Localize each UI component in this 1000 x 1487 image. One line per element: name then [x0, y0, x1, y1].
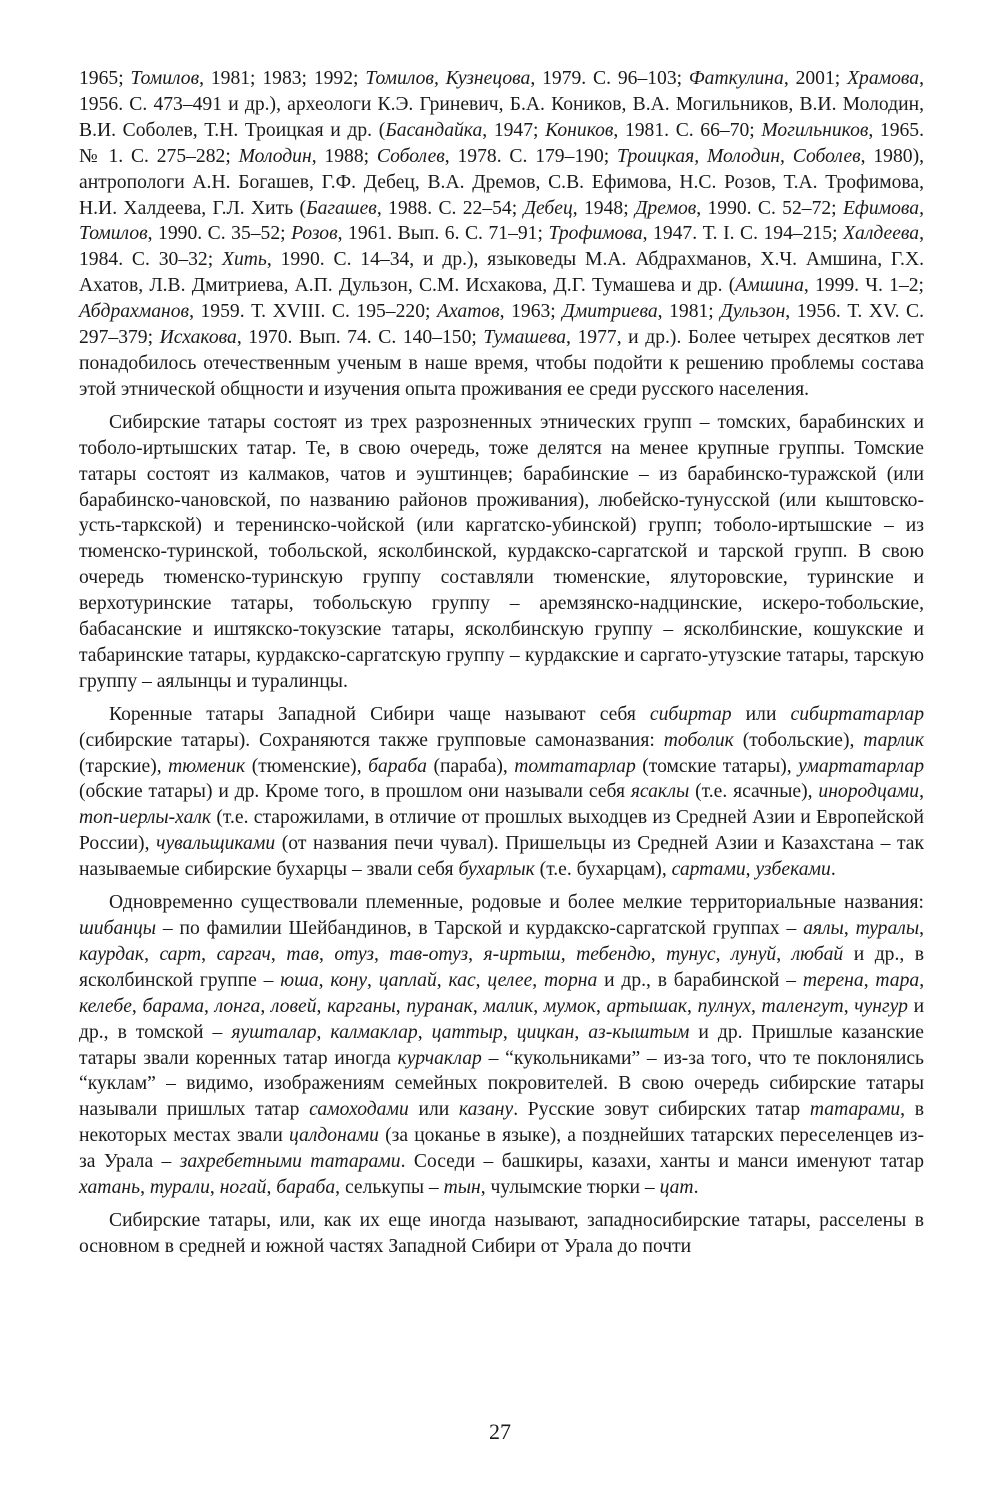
- text-run: ,: [319, 943, 335, 965]
- text-run: ,: [750, 995, 762, 1017]
- italic-term: цат: [659, 1177, 694, 1199]
- italic-term: Коников: [545, 119, 614, 141]
- text-run: ,: [318, 969, 331, 991]
- text-run: ,: [574, 1021, 589, 1043]
- italic-term: тебендю: [576, 943, 651, 965]
- text-run: , 1970. Вып. 74. С. 140–150;: [236, 327, 484, 349]
- italic-term: тарлик: [863, 729, 924, 751]
- text-run: ,: [468, 943, 484, 965]
- text-run: ,: [843, 995, 855, 1017]
- italic-term: турали: [149, 1177, 210, 1199]
- text-run: Сибирские татары, или, как их еще иногда называют, западносибирские татары, расселены в основном в средней и южной частях Западной Сибири от Урала до почти: [79, 1209, 924, 1257]
- text-run: , 1999. Ч. 1–2;: [803, 275, 924, 297]
- text-run: . Соседи – башкиры, казахи, ханты и манси именуют татар: [400, 1151, 924, 1173]
- italic-term: ясаклы: [630, 781, 690, 803]
- text-run: ,: [316, 995, 328, 1017]
- text-run: ,: [266, 1177, 277, 1199]
- text-run: , чулымские тюрки –: [480, 1177, 660, 1199]
- text-run: ,: [687, 995, 698, 1017]
- text-run: , 1965. № 1. С. 275–282;: [79, 119, 925, 167]
- italic-term: Троицкая, Молодин, Соболев: [617, 145, 861, 167]
- text-run: (тарские),: [79, 755, 169, 777]
- italic-term: Абдрахманов: [79, 301, 190, 323]
- text-run: или: [731, 703, 791, 725]
- italic-term: хатань: [79, 1177, 141, 1199]
- text-run: , 1984. С. 30–32;: [79, 223, 924, 271]
- italic-term: артышак: [606, 995, 688, 1017]
- italic-term: самоходами: [309, 1099, 409, 1121]
- italic-term: тын: [443, 1177, 481, 1199]
- text-run: (т.е. ясачные),: [689, 781, 819, 803]
- text-run: ,: [140, 1177, 150, 1199]
- italic-term: саргач: [216, 943, 271, 965]
- text-run: (т.е. старожилами, в отличие от прошлых выходцев из Средней Азии и Европейской России),: [79, 807, 924, 855]
- italic-term: мумок: [543, 995, 596, 1017]
- text-run: , 1961. Вып. 6. С. 71–91;: [337, 223, 549, 245]
- italic-term: юша: [280, 969, 319, 991]
- italic-term: чувальщиками: [156, 833, 276, 855]
- italic-term: Соболев: [376, 145, 445, 167]
- italic-term: калмаклар: [330, 1021, 418, 1043]
- paragraph: [79, 410, 924, 695]
- text-run: , 2001;: [783, 68, 848, 89]
- text-run: ,: [863, 969, 876, 991]
- italic-term: узбеками: [755, 859, 831, 881]
- italic-term: цаплай: [378, 969, 437, 991]
- italic-term: каурдак: [79, 943, 145, 965]
- italic-term: цаттыр: [431, 1021, 503, 1043]
- text-run: , 1990. С. 35–52;: [147, 223, 292, 245]
- text-run: ,: [367, 969, 379, 991]
- text-run: , 1948;: [572, 197, 635, 219]
- italic-term: терена: [802, 969, 864, 991]
- italic-term: я-иртыш: [483, 943, 561, 965]
- italic-term: Розов: [291, 223, 338, 245]
- italic-term: таленгут: [761, 995, 844, 1017]
- text-run: ,: [843, 918, 856, 939]
- page-number: 27: [489, 1419, 511, 1444]
- italic-term: Дульзон: [720, 301, 786, 323]
- text-run: ,: [475, 969, 488, 991]
- italic-term: карганы: [327, 995, 396, 1017]
- text-run: 1965;: [79, 68, 131, 89]
- text-run: Коренные татары Западной Сибири чаще называют себя: [109, 703, 650, 725]
- italic-term: Молодин: [238, 145, 312, 167]
- italic-term: Дебец: [523, 197, 573, 219]
- italic-term: Могильников: [761, 119, 869, 141]
- italic-term: аз-кыштым: [588, 1021, 690, 1043]
- italic-term: яушталар: [231, 1021, 317, 1043]
- italic-term: Амшина: [735, 275, 804, 297]
- italic-term: тав-отуз: [389, 943, 469, 965]
- text-run: (от названия печи чувал). Пришельцы из Средней Азии и Казахстана – так называемые сибирские бухарцы – звали себя: [79, 833, 924, 881]
- text-run: (обские татары) и др. Кроме того, в прошлом они называли себя: [79, 781, 631, 803]
- text-run: . Русские зовут сибирских татар: [513, 1099, 810, 1121]
- text-run: ,: [131, 995, 143, 1017]
- text-run: ,: [533, 995, 544, 1017]
- text-run: (томские татары),: [635, 755, 799, 777]
- text-run: , 1981;: [657, 301, 721, 323]
- text-run: или: [408, 1099, 459, 1121]
- italic-term: кас: [448, 969, 476, 991]
- text-run: ,: [316, 1021, 331, 1043]
- text-run: , 1947;: [482, 119, 546, 141]
- italic-term: Дремов: [634, 197, 697, 219]
- italic-term: сартами: [671, 859, 746, 881]
- text-run: и др., в ясколбинской группе –: [79, 943, 925, 991]
- text-run: , в некоторых местах звали: [79, 1099, 924, 1147]
- body-text: [79, 66, 924, 1260]
- italic-term: Томилов: [130, 68, 200, 89]
- text-run: – по фамилии Шейбандинов, в Тарской и курдакско-саргатской группах –: [156, 918, 804, 939]
- italic-term: Храмова: [847, 68, 920, 89]
- italic-term: ногай: [219, 1177, 267, 1199]
- text-run: (параба),: [426, 755, 515, 777]
- text-run: ,: [776, 943, 792, 965]
- text-run: , 1959. Т. XVIII. С. 195–220;: [189, 301, 437, 323]
- italic-term: Ефимова, Томилов: [79, 197, 924, 245]
- text-run: , 1979. С. 96–103;: [530, 68, 689, 89]
- italic-term: кону: [330, 969, 368, 991]
- italic-term: тара: [875, 969, 920, 991]
- text-run: (за цоканье в языке), а позднейших татарских переселенцев из-за Урала –: [79, 1125, 924, 1173]
- italic-term: торна: [544, 969, 598, 991]
- italic-term: пуранак: [406, 995, 473, 1017]
- italic-term: тунус: [666, 943, 716, 965]
- text-run: и др., в барабинской –: [597, 969, 803, 991]
- paragraph: [79, 890, 924, 1201]
- paragraph: [79, 702, 924, 883]
- text-run: .: [830, 859, 836, 881]
- italic-term: малик: [483, 995, 534, 1017]
- text-run: Одновременно существовали племенные, родовые и более мелкие территориальные названия:: [109, 892, 924, 914]
- italic-term: цицкан: [516, 1021, 575, 1043]
- italic-term: сарт: [159, 943, 202, 965]
- text-run: ,: [472, 995, 484, 1017]
- italic-term: чунгур: [854, 995, 908, 1017]
- text-run: , 1947. Т. I. С. 194–215;: [642, 223, 844, 245]
- text-run: , 1978. С. 179–190;: [444, 145, 618, 167]
- italic-term: Трофимова: [548, 223, 643, 245]
- text-run: .: [693, 1177, 699, 1199]
- italic-term: пулнух: [697, 995, 751, 1017]
- italic-term: татарами: [809, 1099, 901, 1121]
- text-run: (тобольские),: [733, 729, 864, 751]
- text-run: ,: [395, 995, 407, 1017]
- text-run: , 1981. С. 66–70;: [613, 119, 762, 141]
- text-run: ,: [270, 943, 287, 965]
- text-run: , селькупы –: [335, 1177, 444, 1199]
- italic-term: Хить: [222, 249, 267, 271]
- text-run: ,: [436, 969, 449, 991]
- text-run: ,: [745, 859, 756, 881]
- text-run: ,: [919, 969, 925, 991]
- italic-term: аялы: [803, 918, 844, 939]
- italic-term: целее: [487, 969, 533, 991]
- italic-term: Томилов, Кузнецова: [365, 68, 531, 89]
- text-run: , 1990. С. 52–72;: [696, 197, 843, 219]
- italic-term: казану: [458, 1099, 514, 1121]
- italic-term: отуз: [334, 943, 374, 965]
- text-run: , 1977, и др.). Более четырех десятков лет понадобилось отечественным ученым в наше время, чтобы подойти к решению проблемы состава этой этнической общности и изучения опыта проживания ее среди русского населения.: [79, 327, 924, 400]
- paragraph: [79, 66, 924, 403]
- text-run: ,: [650, 943, 667, 965]
- italic-term: лунуй: [731, 943, 777, 965]
- italic-term: тав: [286, 943, 320, 965]
- text-run: , 1963;: [499, 301, 563, 323]
- italic-term: бухарлык: [458, 859, 535, 881]
- text-run: , 1990. С. 14–34, и др.), языковеды М.А. Абдрахманов, Х.Ч. Амшина, Г.Х. Ахатов, Л.В. Дмитриева, А.П. Дульзон, С.М. Исхакова, Д.Г. Тумашева и др. (: [79, 249, 924, 297]
- text-run: ,: [502, 1021, 517, 1043]
- text-run: ,: [919, 781, 924, 803]
- italic-term: цалдонами: [289, 1125, 379, 1147]
- text-run: ,: [204, 995, 215, 1017]
- text-run: ,: [560, 943, 577, 965]
- italic-term: Ахатов: [437, 301, 500, 323]
- italic-term: Халдеева: [843, 223, 920, 245]
- italic-term: келебе: [79, 995, 132, 1017]
- italic-term: топ-иерлы-халк: [79, 807, 212, 829]
- italic-term: Тумашева: [483, 327, 567, 349]
- text-run: (сибирские татары). Сохраняются также групповые самоназвания:: [79, 729, 664, 751]
- italic-term: Исхакова: [159, 327, 237, 349]
- italic-term: туралы: [855, 918, 920, 939]
- italic-term: лонга: [214, 995, 261, 1017]
- text-run: , 1988;: [311, 145, 377, 167]
- text-run: , 1981; 1983; 1992;: [199, 68, 366, 89]
- italic-term: любай: [791, 943, 844, 965]
- italic-term: бараба: [368, 755, 427, 777]
- text-run: , 1956. Т. XV. С. 297–379;: [79, 301, 925, 349]
- text-run: ,: [417, 1021, 432, 1043]
- italic-term: барама: [142, 995, 205, 1017]
- text-run: , 1988. С. 22–54;: [376, 197, 524, 219]
- italic-term: томтатарлар: [514, 755, 636, 777]
- text-run: и др. Пришлые казанские татары звали коренных татар иногда: [79, 1021, 925, 1069]
- text-run: и др., в томской –: [79, 995, 925, 1043]
- text-run: ,: [209, 1177, 220, 1199]
- text-run: , 1980), антропологи А.Н. Богашев, Г.Ф. Дебец, В.А. Дремов, С.В. Ефимова, Н.С. Розов, Т.А. Трофимова, Н.И. Халдеева, Г.Л. Хить (: [79, 145, 924, 219]
- text-run: – “кукольниками” – из-за того, что те поклонялись “куклам” – видимо, изображениям семейных покровителей. В свою очередь сибирские татары называли пришлых татар: [79, 1047, 924, 1121]
- paragraph: [79, 1208, 924, 1260]
- italic-term: тоболик: [663, 729, 734, 751]
- italic-term: тюменик: [168, 755, 246, 777]
- text-run: (тюменские),: [245, 755, 369, 777]
- italic-term: Басандайка: [385, 119, 483, 141]
- text-run: (т.е. бухарцам),: [534, 859, 672, 881]
- italic-term: захребетными татарами: [179, 1151, 401, 1173]
- italic-term: Фаткулина: [688, 68, 784, 89]
- text-run: ,: [715, 943, 732, 965]
- italic-term: Багашев: [306, 197, 377, 219]
- text-run: ,: [201, 943, 217, 965]
- italic-term: бараба: [276, 1177, 336, 1199]
- text-run: ,: [595, 995, 607, 1017]
- italic-term: сибиртар: [649, 703, 732, 725]
- text-run: ,: [144, 943, 160, 965]
- italic-term: курчаклар: [397, 1047, 482, 1069]
- text-run: ,: [919, 918, 924, 939]
- italic-term: инородцами: [818, 781, 920, 803]
- italic-term: умартатарлар: [798, 755, 924, 777]
- text-run: , 1956. С. 473–491 и др.), археологи К.Э. Гриневич, Б.А. Коников, В.А. Могильников, В.И. Молодин, В.И. Соболев, Т.Н. Троицкая и др. (: [79, 68, 925, 141]
- text-run: ,: [373, 943, 390, 965]
- text-run: ,: [532, 969, 545, 991]
- italic-term: ловей: [270, 995, 317, 1017]
- text-run: ,: [260, 995, 271, 1017]
- italic-term: шибанцы: [79, 918, 157, 939]
- italic-term: Дмитриева: [562, 301, 658, 323]
- text-run: Сибирские татары состоят из трех разрозненных этнических групп – томских, барабинских и тоболо-иртышских татар. Те, в свою очередь, тоже делятся на менее крупные группы. Томские татары состоят из калмаков, чатов и эуштинцев; барабинские – из барабинско-туражской (или барабинско-чановской, по названию районов проживания), любейско-тунусской (или кыштовско-усть-таркской) и теренинско-чойской (или каргатско-убинской) групп; тоболо-иртышские – из тюменско-туринской, тобольской, ясколбинской, курдакско-саргатской и тарской групп. В свою очередь тюменско-туринскую группу составляли тюменские, ялуторовские, туринские и верхотуринские татары, тобольскую группу – аремзянско-надцинские, искеро-тобольские, бабасанские и иштякско-токузские татары, ясколбинскую группу – ясколбинские, кошукские и табаринские татары, курдакско-саргатскую группу – курдакские и саргато-утузские татары, тарскую группу – аялынцы и туралинцы.: [79, 411, 924, 692]
- italic-term: сибиртатарлар: [790, 703, 924, 725]
